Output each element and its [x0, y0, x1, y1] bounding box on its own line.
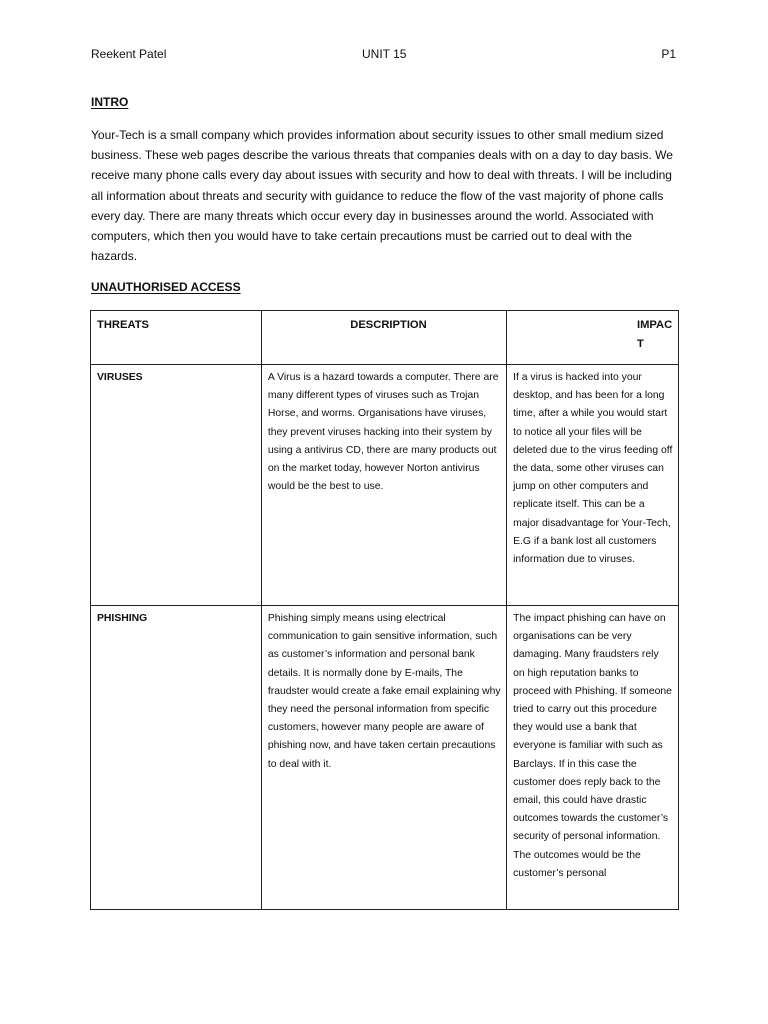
description-cell: A Virus is a hazard towards a computer. There are many different types of viruses such as Trojan Horse, and worms. Organisations have viruses, they prevent viruses hacking into their system by using a antivirus CD, there are many products out on the market today, however Norton antivirus would be the best to use.	[261, 365, 506, 606]
unauthorised-access-heading: UNAUTHORISED ACCESS	[91, 280, 241, 294]
header-page-label: P1	[661, 47, 676, 61]
header-description-label: DESCRIPTION	[350, 319, 427, 331]
table-row	[91, 606, 679, 910]
impact-cell: If a virus is hacked into your desktop, and has been for a long time, after a while you would start to notice all your files will be deleted due to the virus feeding off the data, some other viruses can jump on other computers and replicate itself. This can be a major disadvantage for Your-Tech, E.G if a bank lost all customers information due to viruses.	[507, 365, 679, 606]
description-cell: Phishing simply means using electrical communication to gain sensitive information, such as customer’s information and personal bank details. It is normally done by E-mails, The fraudster would create a fake email explaining why they need the personal information from specific customers, however many people are aware of phishing now, and have taken certain precautions to deal with it.	[261, 606, 506, 910]
intro-heading: INTRO	[91, 95, 129, 109]
threats-table	[90, 310, 679, 910]
table-header-row	[91, 311, 679, 365]
page-header	[91, 47, 676, 65]
header-author: Reekent Patel	[91, 47, 167, 61]
threat-name-cell: PHISHING	[91, 606, 262, 910]
header-impact	[507, 311, 679, 365]
header-description	[261, 311, 506, 365]
header-threats: THREATS	[91, 311, 262, 365]
threat-name-cell: VIRUSES	[91, 365, 262, 606]
impact-cell: The impact phishing can have on organisations can be very damaging. Many fraudsters rely on high reputation banks to proceed with Phishing. If someone tried to carry out this procedure they would use a bank that everyone is familiar with such as Barclays. If in this case the customer does reply back to the email, this could have drastic outcomes towards the customer’s security of personal information. The outcomes would be the customer’s personal	[507, 606, 679, 910]
table-row	[91, 365, 679, 606]
intro-paragraph: Your-Tech is a small company which provides information about security issues to other small medium sized business. These web pages describe the various threats that companies deals with on a day to day basis. We receive many phone calls every day about issues with security and how to deal with threats. I will be including all information about threats and security with guidance to reduce the flow of the vast majority of phone calls every day. There are many threats which occur every day in businesses around the world. Associated with computers, which then you would have to take certain precautions must be carried out to deal with the hazards.	[91, 128, 673, 264]
header-impact-label: IMPACT	[637, 319, 673, 350]
header-unit: UNIT 15	[362, 47, 407, 61]
